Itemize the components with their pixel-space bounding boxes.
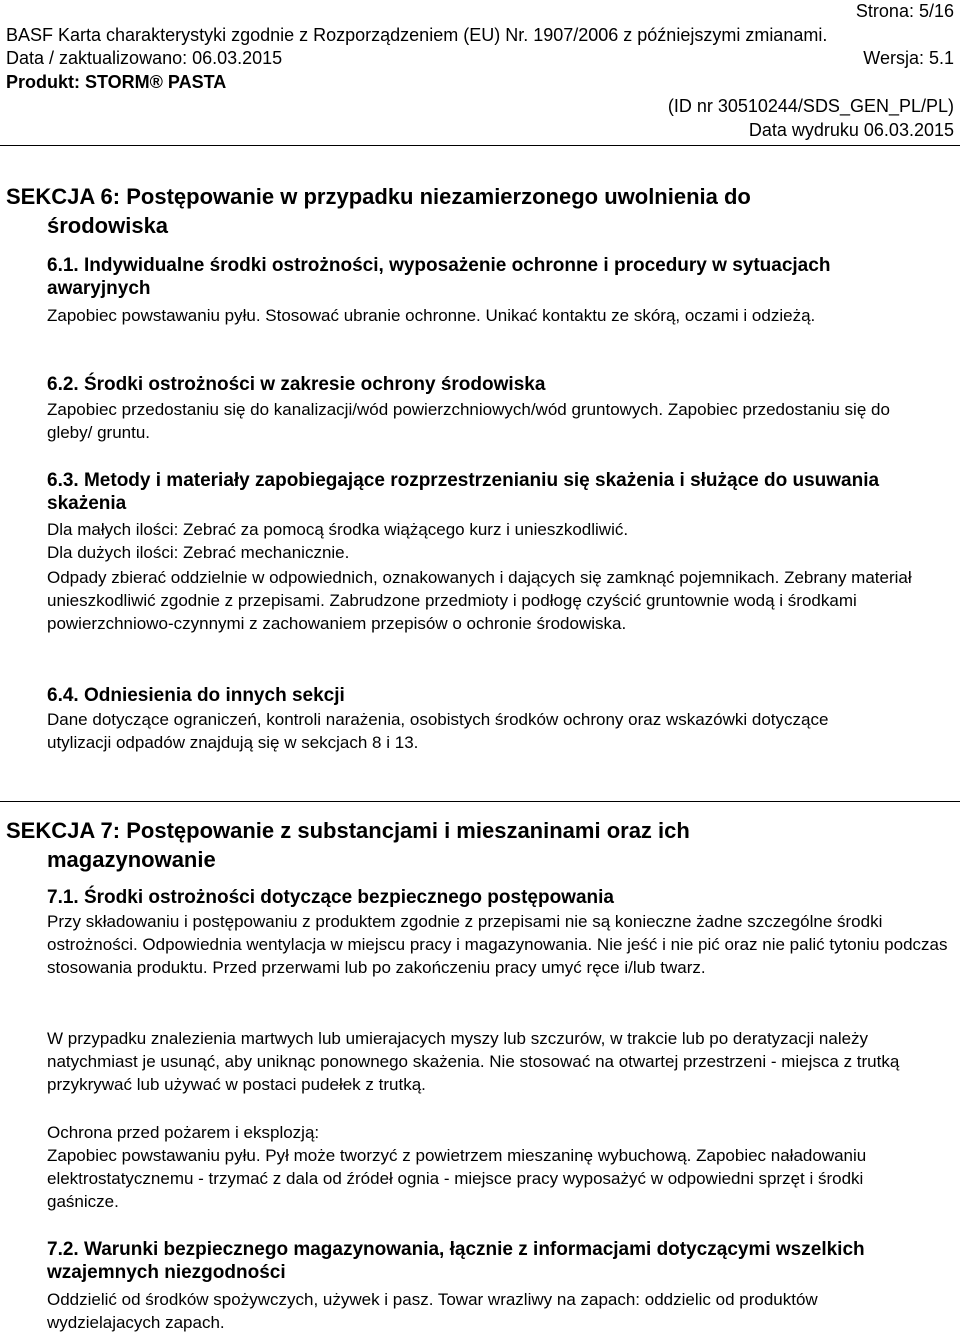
section-6-title — [6, 182, 956, 240]
section-6-3-line3: Odpady zbierać oddzielnie w odpowiednich, oznakowanych i dających się zamknąć pojemnikach. Zebrany materiał unieszkodliwić zgodnie z przepisami. Zabrudzone przedmioty i podłogę czyścić gruntownie wodą i środkami powierzchniowo-czynnymi z zachowaniem przepisów o ochronie środowiska. — [47, 568, 912, 633]
section-6-2-title: 6.2. Środki ostrożności w zakresie ochrony środowiska — [47, 374, 546, 395]
header-divider — [0, 145, 960, 146]
date-updated: Data / zaktualizowano: 06.03.2015 — [6, 48, 283, 68]
section-6-4-text: Dane dotyczące ograniczeń, kontroli narażenia, osobistych środków ochrony oraz wskazówki dotyczące utylizacji odpadów znajdują się w sekcjach 8 i 13. — [47, 710, 829, 752]
section-6-3-line1: Dla małych ilości: Zebrać za pomocą środka wiążącego kurz i unieszkodliwić. — [47, 520, 629, 539]
section-7-1-title: 7.1. Środki ostrożności dotyczące bezpiecznego postępowania — [47, 887, 614, 908]
section-6-3-title: 6.3. Metody i materiały zapobiegające rozprzestrzenianiu się skażenia i służące do usuwania skażenia — [47, 470, 880, 514]
section-7-2-title: 7.2. Warunki bezpiecznego magazynowania, łącznie z informacjami dotyczącymi wszelkich wzajemnych niezgodności — [47, 1239, 865, 1283]
section-divider — [0, 801, 960, 802]
section-7-title-line2: magazynowanie — [47, 847, 216, 872]
section-6-title-line1: SEKCJA 6: Postępowanie w przypadku niezamierzonego uwolnienia do — [6, 184, 751, 209]
print-date: Data wydruku 06.03.2015 — [748, 120, 954, 140]
product-name: Produkt: STORM® PASTA — [6, 72, 227, 92]
section-6-2-text: Zapobiec przedostaniu się do kanalizacji/wód powierzchniowych/wód gruntowych. Zapobiec przedostaniu się do gleby/ gruntu. — [47, 400, 890, 442]
section-7-1-fire-title: Ochrona przed pożarem i eksplozją: — [47, 1123, 320, 1142]
section-7-1-text: Przy składowaniu i postępowaniu z produktem zgodnie z przepisami nie są konieczne żadne szczególne środki ostrożności. Odpowiednia wentylacja w miejscu pracy i magazynowania. Nie jeść i nie pić oraz nie palić tytoniu podczas stosowania produktu. Przed przerwami lub po zakończeniu pracy umyć ręce i/lub twarz. — [47, 912, 948, 977]
section-6-1-text: Zapobiec powstawaniu pyłu. Stosować ubranie ochronne. Unikać kontaktu ze skórą, oczami i odzieżą. — [47, 306, 816, 325]
section-6-4-title: 6.4. Odniesienia do innych sekcji — [47, 685, 345, 706]
section-6-title-line2: środowiska — [47, 213, 169, 238]
document-id: (ID nr 30510244/SDS_GEN_PL/PL) — [667, 96, 954, 116]
section-7-title — [6, 816, 956, 874]
section-7-1-text2: W przypadku znalezienia martwych lub umierajacych myszy lub szczurów, w trakcie lub po deratyzacji należy natychmiast je usunąć, aby uniknąc ponownego skażenia. Nie stosować na otwartej przestrzeni - miejsca z trutką przykrywać lub używać w postaci pudełek z trutką. — [47, 1029, 900, 1094]
version: Wersja: 5.1 — [863, 48, 954, 68]
regulation-line: BASF Karta charakterystyki zgodnie z Rozporządzeniem (EU) Nr. 1907/2006 z późniejszymi zmianami. — [6, 25, 828, 45]
section-7-1-fire-text: Zapobiec powstawaniu pyłu. Pył może tworzyć z powietrzem mieszaninę wybuchową. Zapobiec naładowaniu elektrostatycznemu - trzymać z dala od źródeł ognia - miejsce pracy wyposażyć w odpowiedni sprzęt i środki gaśnicze. — [47, 1146, 867, 1211]
section-7-title-line1: SEKCJA 7: Postępowanie z substancjami i mieszaninami oraz ich — [6, 818, 690, 843]
section-6-1-title: 6.1. Indywidualne środki ostrożności, wyposażenie ochronne i procedury w sytuacjach awaryjnych — [47, 255, 831, 299]
section-7-2-text: Oddzielić od środków spożywczych, używek i pasz. Towar wrazliwy na zapach: oddzielic od produktów wydzielajacych zapach. — [47, 1290, 818, 1332]
section-6-3-line2: Dla dużych ilości: Zebrać mechanicznie. — [47, 543, 350, 562]
page-number: Strona: 5/16 — [855, 1, 954, 21]
